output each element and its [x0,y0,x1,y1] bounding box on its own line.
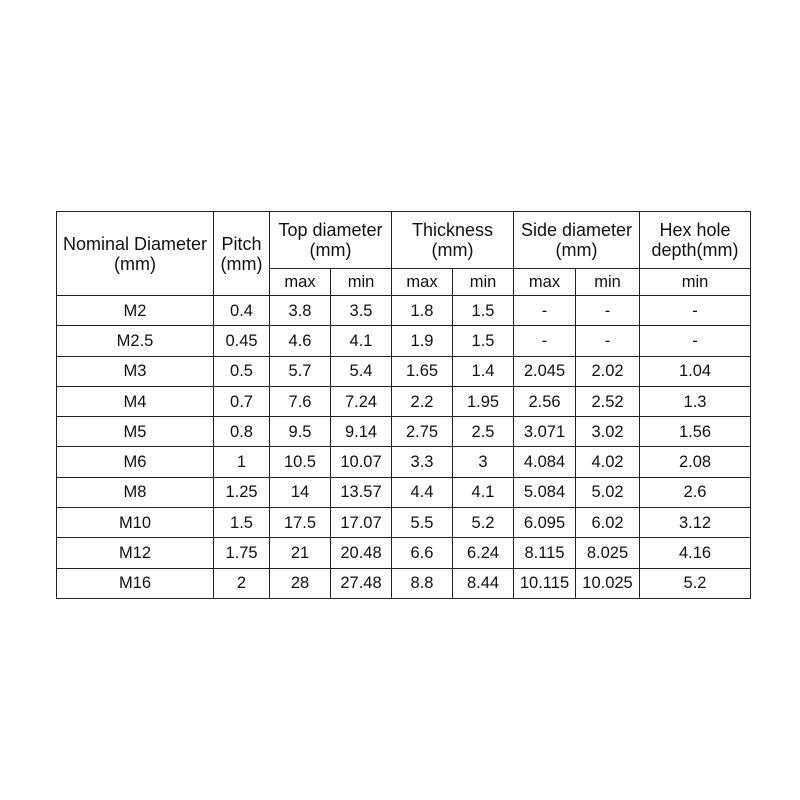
cell-nominal: M8 [57,477,214,507]
cell-nominal: M2.5 [57,326,214,356]
cell-top-min: 20.48 [331,538,392,568]
cell-top-max: 3.8 [270,296,331,326]
header-pitch: Pitch (mm) [214,212,270,296]
cell-thickness-min: 4.1 [453,477,514,507]
cell-side-min: 10.025 [576,568,640,598]
cell-side-max: 3.071 [514,417,576,447]
screw-dimension-table [56,211,751,599]
subheader-top-min: min [331,269,392,296]
cell-top-max: 28 [270,568,331,598]
cell-nominal: M3 [57,356,214,386]
cell-side-max: 4.084 [514,447,576,477]
cell-side-min: 2.02 [576,356,640,386]
cell-top-max: 4.6 [270,326,331,356]
cell-top-min: 10.07 [331,447,392,477]
cell-side-min: 4.02 [576,447,640,477]
cell-top-min: 27.48 [331,568,392,598]
cell-top-max: 10.5 [270,447,331,477]
table-body [57,296,751,599]
table-row [57,386,751,416]
cell-hex-min: 1.04 [640,356,751,386]
cell-side-max: 10.115 [514,568,576,598]
table-row [57,508,751,538]
cell-hex-min: 4.16 [640,538,751,568]
cell-thickness-max: 3.3 [392,447,453,477]
cell-side-max: 8.115 [514,538,576,568]
subheader-hex-min: min [640,269,751,296]
cell-top-min: 4.1 [331,326,392,356]
cell-thickness-min: 6.24 [453,538,514,568]
table-row [57,538,751,568]
subheader-top-max: max [270,269,331,296]
cell-thickness-min: 5.2 [453,508,514,538]
cell-top-min: 13.57 [331,477,392,507]
cell-side-min: 6.02 [576,508,640,538]
table-row [57,296,751,326]
cell-top-max: 21 [270,538,331,568]
header-row-group [57,212,751,269]
cell-hex-min: - [640,296,751,326]
table-row [57,447,751,477]
cell-hex-min: 2.6 [640,477,751,507]
cell-pitch: 0.7 [214,386,270,416]
cell-top-min: 5.4 [331,356,392,386]
cell-thickness-min: 1.5 [453,326,514,356]
cell-nominal: M4 [57,386,214,416]
table-row [57,477,751,507]
cell-nominal: M12 [57,538,214,568]
cell-hex-min: 3.12 [640,508,751,538]
cell-side-min: - [576,326,640,356]
cell-side-min: 8.025 [576,538,640,568]
header-side-diameter: Side diameter (mm) [514,212,640,269]
cell-hex-min: 1.3 [640,386,751,416]
cell-top-max: 9.5 [270,417,331,447]
cell-pitch: 1.75 [214,538,270,568]
cell-thickness-max: 1.8 [392,296,453,326]
cell-side-min: 5.02 [576,477,640,507]
cell-pitch: 0.45 [214,326,270,356]
cell-side-min: 2.52 [576,386,640,416]
cell-side-max: 5.084 [514,477,576,507]
cell-side-max: 6.095 [514,508,576,538]
cell-thickness-min: 8.44 [453,568,514,598]
cell-top-max: 7.6 [270,386,331,416]
table-row [57,326,751,356]
cell-top-min: 9.14 [331,417,392,447]
cell-side-max: - [514,326,576,356]
cell-top-min: 3.5 [331,296,392,326]
header-nominal-diameter: Nominal Diameter (mm) [57,212,214,296]
cell-side-min: 3.02 [576,417,640,447]
cell-side-max: 2.045 [514,356,576,386]
subheader-side-min: min [576,269,640,296]
table-row [57,356,751,386]
cell-nominal: M6 [57,447,214,477]
cell-hex-min: 1.56 [640,417,751,447]
cell-thickness-max: 6.6 [392,538,453,568]
cell-top-max: 5.7 [270,356,331,386]
subheader-thickness-min: min [453,269,514,296]
cell-thickness-min: 1.95 [453,386,514,416]
header-thickness: Thickness (mm) [392,212,514,269]
cell-side-max: - [514,296,576,326]
table-row [57,417,751,447]
cell-thickness-max: 1.9 [392,326,453,356]
cell-pitch: 0.5 [214,356,270,386]
table-row [57,568,751,598]
cell-thickness-min: 3 [453,447,514,477]
cell-nominal: M2 [57,296,214,326]
cell-side-min: - [576,296,640,326]
cell-top-min: 17.07 [331,508,392,538]
cell-thickness-max: 1.65 [392,356,453,386]
cell-side-max: 2.56 [514,386,576,416]
cell-thickness-min: 1.5 [453,296,514,326]
cell-thickness-max: 2.2 [392,386,453,416]
cell-top-min: 7.24 [331,386,392,416]
cell-top-max: 17.5 [270,508,331,538]
header-hex-hole-depth: Hex hole depth(mm) [640,212,751,269]
subheader-thickness-max: max [392,269,453,296]
cell-pitch: 1 [214,447,270,477]
cell-thickness-max: 8.8 [392,568,453,598]
cell-pitch: 1.5 [214,508,270,538]
cell-hex-min: 5.2 [640,568,751,598]
cell-hex-min: 2.08 [640,447,751,477]
cell-pitch: 2 [214,568,270,598]
cell-nominal: M16 [57,568,214,598]
cell-pitch: 0.8 [214,417,270,447]
cell-pitch: 0.4 [214,296,270,326]
cell-thickness-min: 2.5 [453,417,514,447]
header-top-diameter: Top diameter (mm) [270,212,392,269]
cell-pitch: 1.25 [214,477,270,507]
cell-thickness-max: 2.75 [392,417,453,447]
cell-hex-min: - [640,326,751,356]
subheader-side-max: max [514,269,576,296]
cell-thickness-min: 1.4 [453,356,514,386]
cell-nominal: M10 [57,508,214,538]
cell-top-max: 14 [270,477,331,507]
cell-nominal: M5 [57,417,214,447]
cell-thickness-max: 4.4 [392,477,453,507]
cell-thickness-max: 5.5 [392,508,453,538]
